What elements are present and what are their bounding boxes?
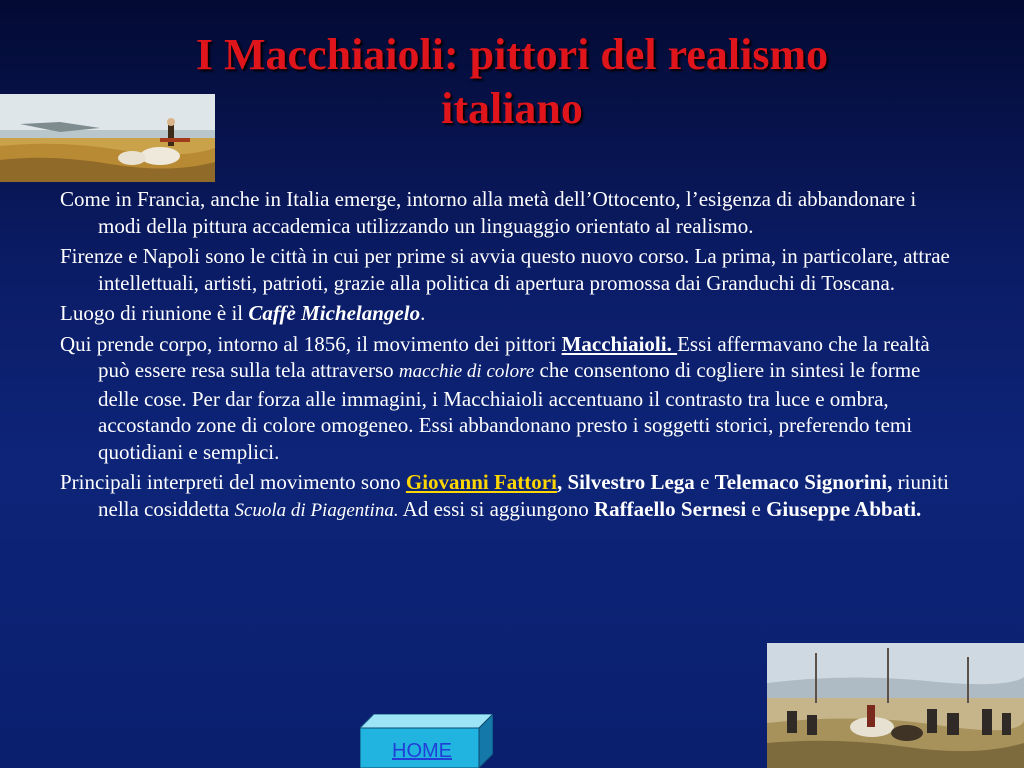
macchie-di-colore-text: macchie di colore [398, 361, 535, 382]
slide-title-line-1: I Macchiaioli: pittori del realismo [195, 30, 829, 79]
paragraph-france-italy [60, 186, 955, 239]
paragraph-text: , [556, 470, 568, 494]
paragraph-text: Principali interpreti del movimento sono [60, 470, 406, 494]
raffaello-sernesi-text: Raffaello Sernesi [594, 496, 747, 521]
paragraph-firenze-napoli [60, 243, 955, 296]
paragraph-text: . [420, 301, 426, 325]
paragraph-movement [60, 331, 955, 466]
silvestro-lega-text: Silvestro Lega [567, 470, 695, 494]
home-button[interactable] [360, 714, 493, 768]
home-button-label[interactable]: HOME [392, 739, 452, 762]
paragraph-text: Come in Francia, anche in Italia emerge, intorno alla metà dell’Ottocento, l’esigenza di abbandonare i modi della pittura accademica utilizzando un linguaggio orientato al realismo. [60, 187, 917, 238]
paragraph-text: Essi affermavano che la realtà può essere resa sulla tela attraverso [98, 331, 930, 382]
giovanni-fattori-link[interactable]: Giovanni Fattori [405, 470, 557, 494]
paragraph-text: Qui prende corpo, intorno al 1856, il movimento dei pittori [60, 331, 562, 356]
giuseppe-abbati-text: Giuseppe Abbati. [766, 496, 922, 521]
paragraph-meeting-place [60, 300, 955, 327]
paragraph-text: e [694, 470, 715, 494]
paragraph-text: riuniti nella cosiddetta [98, 470, 949, 521]
paragraph-text: che consentono di cogliere in sintesi le forme delle cose. Per dar forza alle immagini, i Macchiaioli accentuano il contrasto tra luce e ombra, accostando zone di colore omogeneo. Essi abbandonano presto i soggetti storici, preferendo temi quotidiani e semplici. [98, 358, 921, 464]
macchiaioli-link[interactable]: Macchiaioli. [561, 331, 678, 356]
painting-thumbnail-battle [767, 643, 1024, 768]
slide-body [60, 186, 955, 528]
paragraph-text: e [746, 496, 767, 521]
paragraph-text: Ad essi si aggiungono [398, 496, 594, 521]
telemaco-signorini-text: Telemaco Signorini, [714, 470, 893, 494]
slide-title-line-2: italiano [441, 84, 583, 133]
paragraph-text: Luogo di riunione è il [60, 301, 249, 325]
caffe-michelangelo-text: Caffè Michelangelo [248, 301, 421, 325]
scuola-di-piagentina-text: Scuola di Piagentina. [234, 499, 399, 521]
paragraph-text: Firenze e Napoli sono le città in cui per prime si avvia questo nuovo corso. La prima, in particolare, attrae intellettuali, artisti, patrioti, grazie alla politica di apertura promossa dai Granduchi di Toscana. [60, 244, 950, 295]
paragraph-interpreters [60, 469, 955, 524]
painting-thumbnail-landscape [0, 94, 215, 182]
